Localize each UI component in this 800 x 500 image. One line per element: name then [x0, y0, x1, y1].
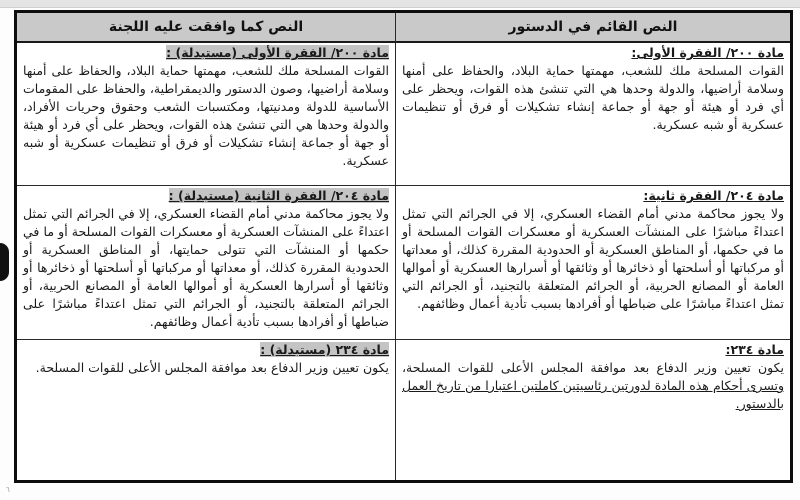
column-header-constitution: النص القائم في الدستور: [395, 13, 790, 43]
cell-constitution-article-234: [395, 340, 790, 480]
article-200-heading-constitution: مادة ٢٠٠/ الفقرة الأولى:: [631, 45, 784, 60]
cell-committee-article-234: [17, 340, 395, 480]
article-200-heading-committee: مادة ٢٠٠/ الفقرة الأولى (مستبدلة) :: [166, 45, 389, 60]
article-200-body-constitution: القوات المسلحة ملك للشعب، مهمتها حماية البلاد، والحفاظ على أمنها وسلامة أراضيها، والدولة وحدها هي التي تنشئ هذه القوات، ويحظر على أي فرد أو هيئة أو جهة أو جماعة إنشاء تشكيلات أو فرق أو تنظيمات عسكرية أو شبه عسكرية.: [402, 63, 784, 132]
article-204-body-constitution: ولا يجوز محاكمة مدني أمام القضاء العسكري، إلا في الجرائم التي تمثل اعتداءً مباشرًا على المنشآت العسكرية أو معسكرات القوات المسلحة أو ما في حكمها، أو المناطق العسكرية أو الحدودية المقررة كذلك، أو معداتها أو مركباتها أو أسلحتها أو ذخائرها أو وثائقها أو أسرارها العسكرية أو أموالها العامة أو المصانع الحربية، أو الجرائم المتعلقة بالتجنيد، أو الجرائم التي تمثل اعتداءً مباشرًا على ضباطها أو أفرادها بسبب تأدية أعمال وظائفهم.: [402, 206, 784, 311]
article-234-heading-committee: مادة ٢٣٤ (مستبدلة) :: [260, 342, 389, 357]
article-234-underlined-clause: وتسرى أحكام هذه المادة لدورتين رئاسيتين كاملتين اعتبارا من تاريخ العمل بالدستور.: [402, 378, 784, 411]
article-234-heading-constitution: مادة ٢٣٤:: [725, 342, 784, 357]
article-204-body-committee: ولا يجوز محاكمة مدني أمام القضاء العسكري، إلا في الجرائم التي تمثل اعتداءً على المنشآت العسكرية أو معسكرات القوات المسلحة أو ما في حكمها أو المنشآت التي تتولى حمايتها، أو المناطق العسكرية أو الحدودية المقررة كذلك، أو معداتها أو مركباتها أو أسلحتها أو ذخائرها أو وثائقها أو أسرارها العسكرية أو أموالها العامة أو المصانع الحربية، أو الجرائم المتعلقة بالتجنيد، أو الجرائم التي تمثل اعتداءً مباشرًا على ضباطها أو أفرادها بسبب تأدية أعمال وظائفهم.: [23, 206, 389, 329]
binder-clip-artifact: [0, 243, 9, 281]
article-204-heading-constitution: مادة ٢٠٤/ الفقرة ثانية:: [643, 188, 784, 203]
scan-top-margin: [0, 0, 800, 8]
cell-committee-article-204: [17, 186, 395, 340]
column-header-committee: النص كما وافقت عليه اللجنة: [17, 13, 395, 43]
cell-committee-article-200: [17, 43, 395, 186]
article-200-body-committee: القوات المسلحة ملك للشعب، مهمتها حماية البلاد، والحفاظ على أمنها وسلامة أراضيها، وصون الدستور والديمقراطية، والحفاظ على المقومات الأساسية للدولة ومدنيتها، ومكتسبات الشعب وحقوق وحريات الأفراد، والدولة وحدها هي التي تنشئ هذه القوات، ويحظر على أي فرد أو هيئة أو جهة أو جماعة إنشاء تشكيلات أو فرق أو تنظيمات عسكرية أو شبه عسكرية.: [23, 63, 389, 168]
article-234-body-committee: يكون تعيين وزير الدفاع بعد موافقة المجلس الأعلى للقوات المسلحة.: [35, 360, 389, 375]
article-234-body-constitution: يكون تعيين وزير الدفاع بعد موافقة المجلس الأعلى للقوات المسلحة، وتسرى أحكام هذه المادة لدورتين رئاسيتين كاملتين اعتبارا من تاريخ العمل بالدستور.: [402, 360, 784, 411]
cell-constitution-article-200: [395, 43, 790, 186]
article-204-heading-committee: مادة ٢٠٤/ الفقرة الثانية (مستبدلة) :: [168, 188, 389, 203]
cell-constitution-article-204: [395, 186, 790, 340]
page-corner-mark: ٦: [6, 486, 10, 494]
comparison-table: [14, 10, 793, 483]
